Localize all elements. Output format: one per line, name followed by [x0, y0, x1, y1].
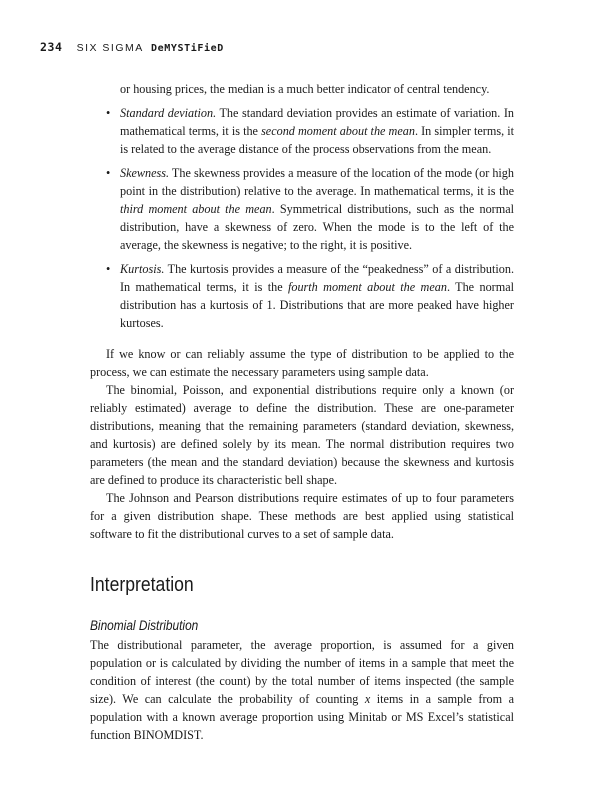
paragraph-text: items in a sample from a population with a known average proportion using Minitab or MS Excel’s statistical function BINOMDIST. [90, 692, 514, 742]
bullet-term: Standard deviation. [120, 106, 217, 120]
body-paragraph: If we know or can reliably assume the type of distribution to be applied to the process, we can estimate the necessary parameters using sample data. [90, 347, 514, 379]
bullet-text: The skewness provides a measure of the location of the mode (or high point in the distribution) relative to the average. In mathematical terms, it is the [120, 166, 514, 198]
bullet-text: . In simpler terms, it is related to the average distance of the process observations from the mean. [120, 124, 515, 156]
paragraph-text: The distributional parameter, the average proportion, is assumed for a given population or is calculated by dividing the number of items in a sample that meet the condition of interest (the count) by the total number of items inspected (the sample size). We can calculate the probability of counting [90, 638, 514, 706]
body-paragraph [90, 636, 514, 744]
paragraph-group [90, 345, 514, 543]
continuation-text: or housing prices, the median is a much better indicator of central tendency. [120, 82, 490, 96]
bullet-term: Kurtosis. [120, 262, 165, 276]
bullet-emphasis: second moment about the mean [261, 124, 415, 138]
series-title: SIX SIGMA [76, 42, 144, 54]
bullet-text: The kurtosis provides a measure of the “peakedness” of a distribution. In mathematical terms, it is the [120, 262, 514, 294]
bullet-list [90, 80, 514, 332]
bullet-text: . Symmetrical distributions, such as the normal distribution, have a skewness of zero. When the mode is to the left of the average, the skewness is negative; to the right, it is positive. [120, 202, 514, 252]
running-head [40, 40, 224, 54]
bullet-emphasis: third moment about the mean [120, 202, 272, 216]
series-brand: DeMYSTiFieD [151, 43, 224, 54]
section-heading: Interpretation [90, 574, 194, 596]
bullet-standard-deviation [106, 104, 515, 158]
bullet-marker: • [106, 166, 111, 180]
bullet-text: . The normal distribution has a kurtosis of 1. Distributions that are more peaked have higher kurtoses. [120, 280, 514, 330]
variable-x: x [364, 692, 371, 706]
bullet-kurtosis [106, 260, 514, 332]
bullet-skewness [106, 164, 514, 254]
body-paragraph: The Johnson and Pearson distributions require estimates of up to four parameters for a given distribution shape. These methods are best applied using statistical software to fit the distributional curves to a set of sample data. [90, 491, 514, 541]
body-text [90, 80, 514, 543]
bullet-continuation [120, 80, 514, 98]
body-paragraph: The binomial, Poisson, and exponential distributions require only a known (or reliably estimated) average to define the distribution. These are one-parameter distributions, meaning that the remaining parameters (standard deviation, skewness, and kurtosis) are defined solely by its mean. The normal distribution requires two parameters (the mean and the standard deviation) because the skewness and kurtosis are defined to produce its characteristic bell shape. [90, 383, 514, 487]
bullet-text: The standard deviation provides an estimate of variation. In mathematical terms, it is the [120, 106, 515, 138]
bullet-term: Skewness. [120, 166, 170, 180]
bullet-marker: • [106, 106, 111, 120]
bullet-marker: • [106, 262, 111, 276]
page-number: 234 [40, 40, 63, 54]
subsection-heading: Binomial Distribution [90, 618, 199, 633]
bullet-emphasis: fourth moment about the mean [287, 280, 447, 294]
